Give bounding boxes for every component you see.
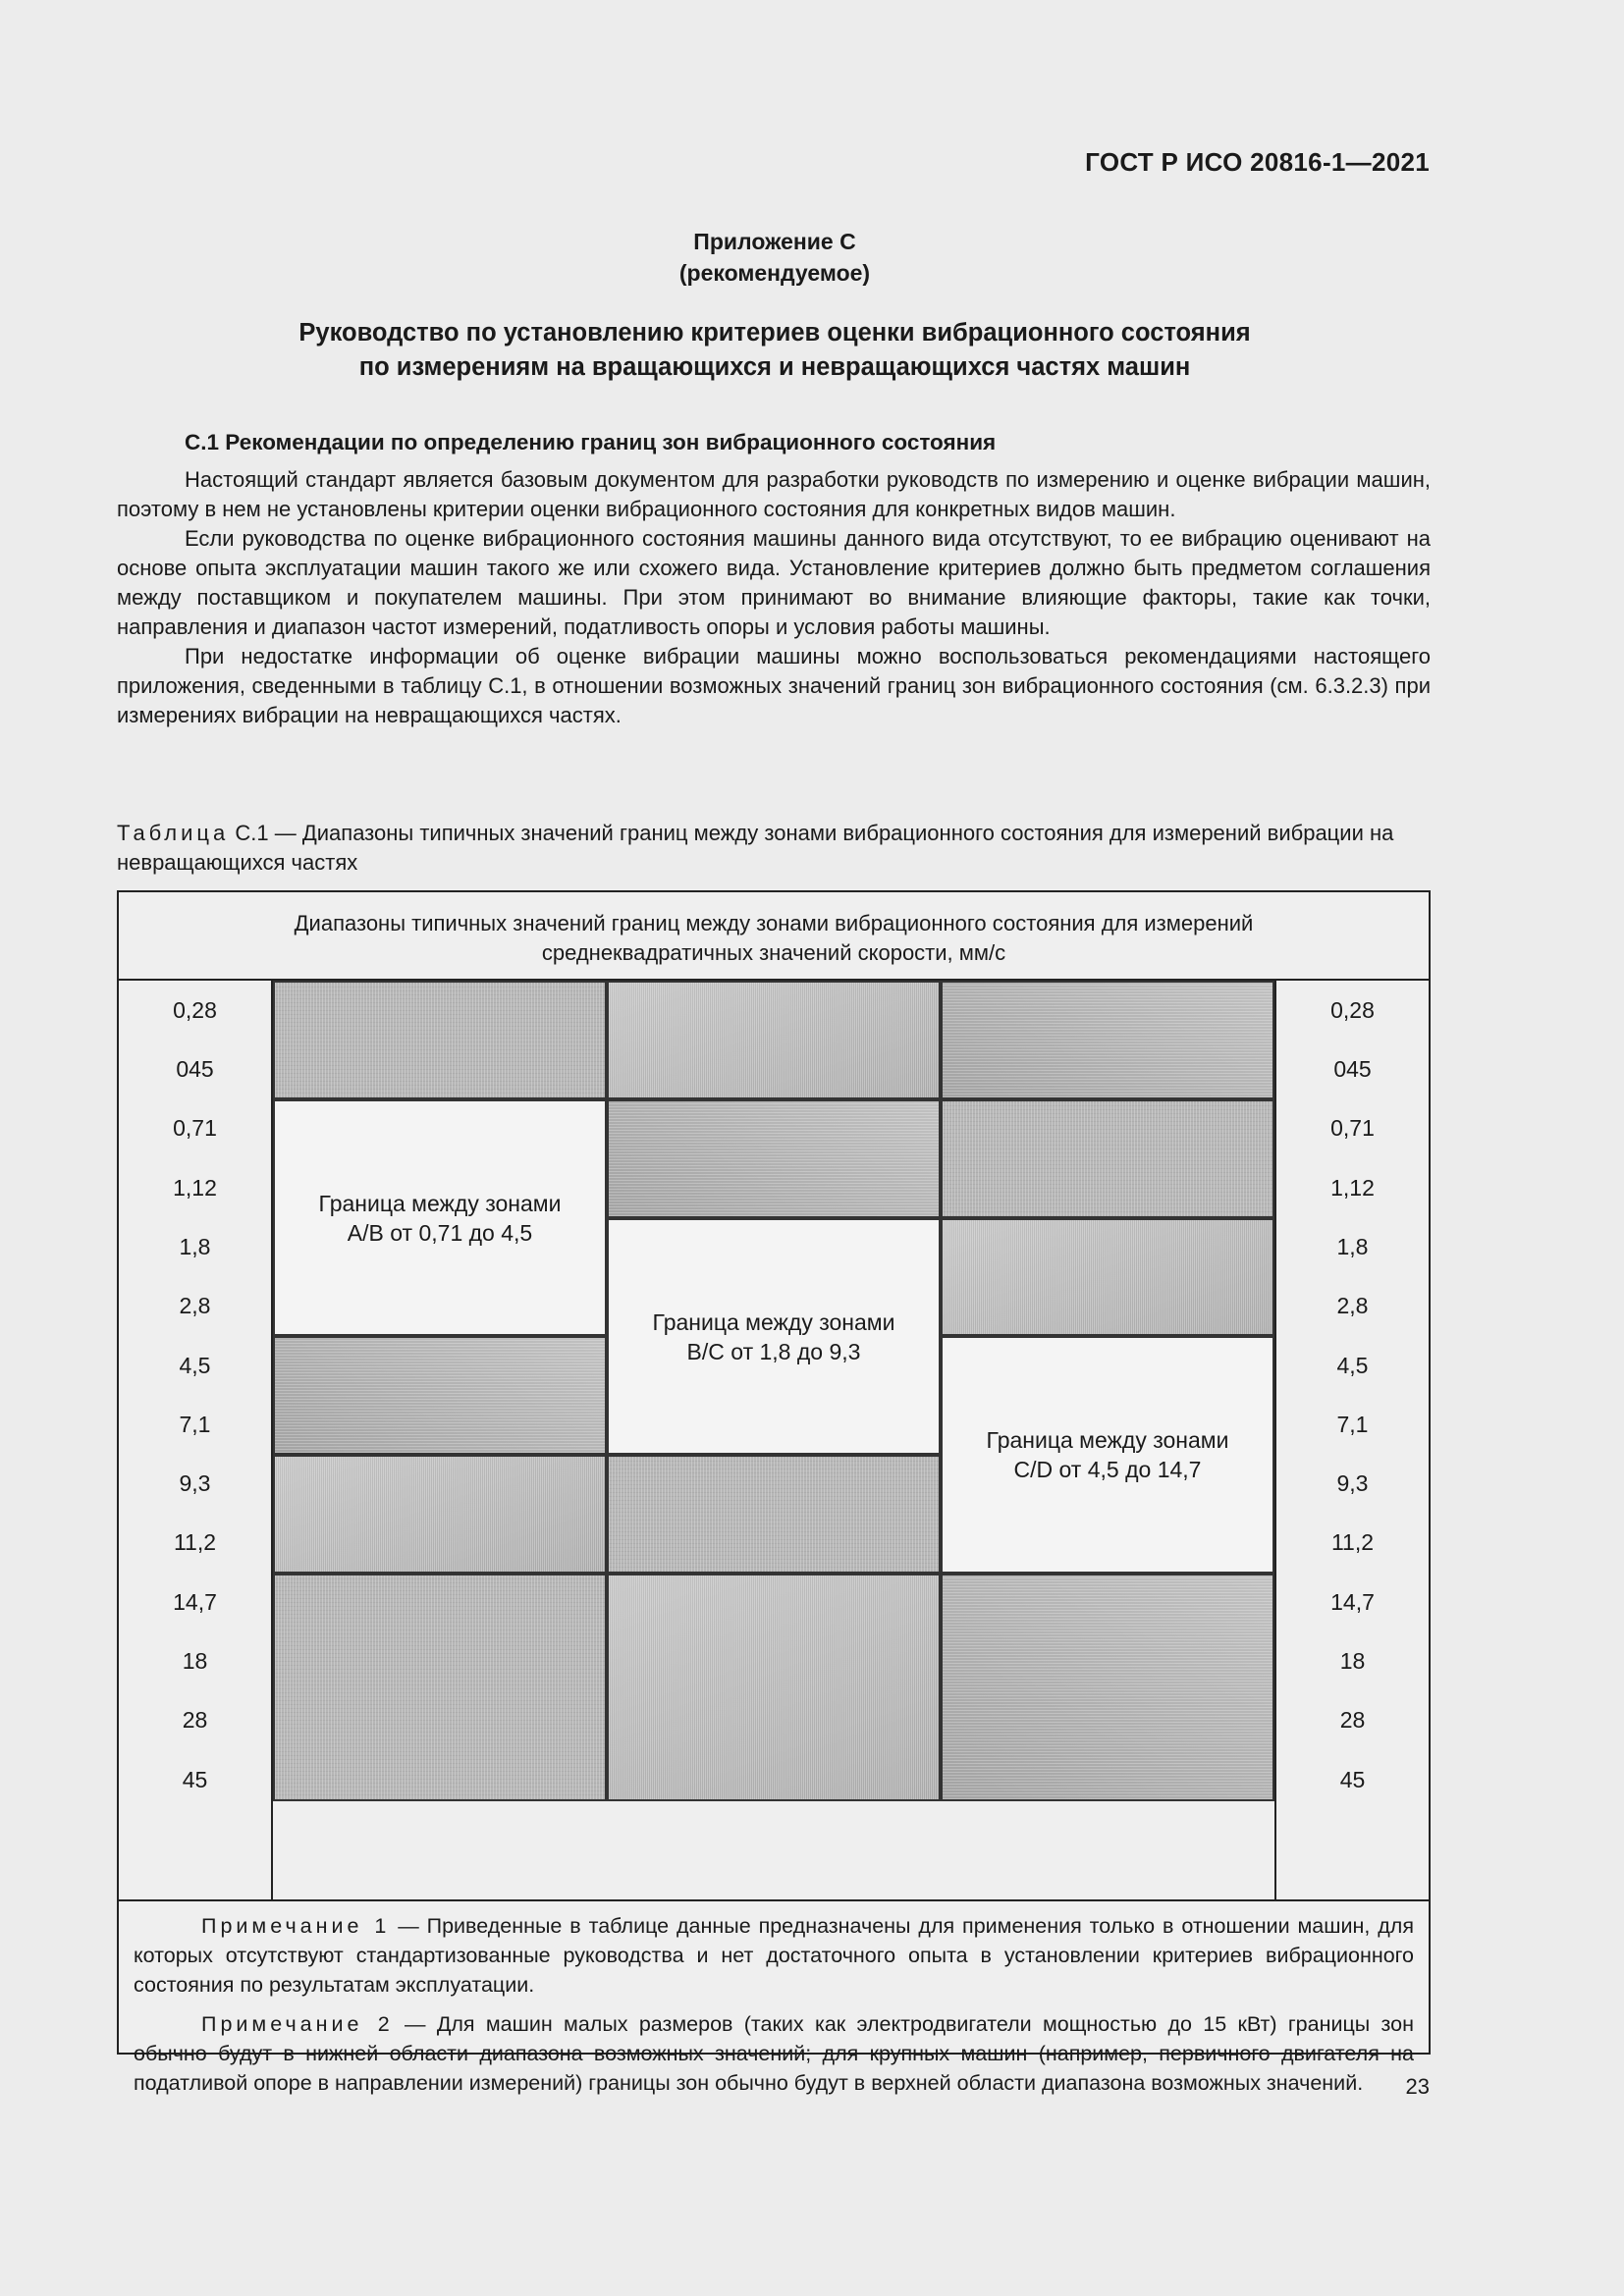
scale-value: 1,12 <box>173 1175 217 1201</box>
shaded-band <box>607 1574 941 1801</box>
scale-value: 4,5 <box>179 1353 211 1378</box>
scale-value: 45 <box>1339 1767 1366 1792</box>
zone-bc-boundary <box>607 1218 941 1455</box>
scale-value: 0,28 <box>1330 997 1375 1023</box>
note-2 <box>134 2009 1414 2098</box>
shaded-band <box>273 1455 607 1574</box>
scale-value: 0,71 <box>1330 1115 1375 1141</box>
scale-value: 45 <box>182 1767 208 1792</box>
zone-cd-boundary <box>941 1336 1274 1574</box>
main-title <box>0 316 1549 385</box>
scale-value: 4,5 <box>1336 1353 1369 1378</box>
table-header <box>119 892 1429 981</box>
scale-value: 9,3 <box>179 1470 211 1496</box>
standard-code: ГОСТ Р ИСО 20816-1—2021 <box>1085 147 1430 177</box>
scale-value: 2,8 <box>179 1293 211 1318</box>
scale-value: 14,7 <box>173 1589 217 1615</box>
shaded-band <box>941 981 1274 1099</box>
paragraph-2: Если руководства по оценке вибрационного состояния машины данного вида отсутствуют, то ее вибрацию оценивают на основе опыта эксплуатации машин такого же или схожего вида. Установление критериев должно быть предметом соглашения между поставщиком и покупателем машины. При этом принимают во внимание влияющие факторы, такие как точки, направления и диапазон частот измерений, податливость опоры и условия работы машины. <box>117 526 1431 639</box>
shaded-band <box>273 981 607 1099</box>
body-text <box>117 465 1431 730</box>
scale-value: 045 <box>1333 1056 1372 1082</box>
scale-left <box>119 981 273 1899</box>
scale-value: 9,3 <box>1336 1470 1369 1496</box>
scale-value: 1,8 <box>1336 1234 1369 1259</box>
note-1 <box>134 1911 1414 2000</box>
paragraph-3: При недостатке информации об оценке вибрации машины можно воспользоваться рекомендациями настоящего приложения, сведенными в таблицу С.1, в отношении возможных значений границ зон вибрационного состояния (см. 6.3.2.3) при измерениях вибрации на невращающихся частях. <box>117 644 1431 727</box>
annex-title: Приложение С <box>693 229 856 254</box>
zone-ab-boundary <box>273 1099 607 1336</box>
main-title-line1: Руководство по установлению критериев оценки вибрационного состояния <box>298 319 1251 347</box>
scale-value: 7,1 <box>1336 1412 1369 1437</box>
table-caption-text: С.1 — Диапазоны типичных значений границ между зонами вибрационного состояния для измерений вибрации на невращающихся частях <box>117 821 1394 875</box>
scale-value: 7,1 <box>179 1412 211 1437</box>
shaded-band <box>941 1218 1274 1336</box>
annex-status: (рекомендуемое) <box>678 260 871 286</box>
shaded-band <box>607 981 941 1099</box>
zone-bc-line1: Граница между зонами <box>652 1308 895 1335</box>
table-header-line1: Диапазоны типичных значений границ между зонами вибрационного состояния для измерений <box>294 911 1254 935</box>
scale-value: 28 <box>182 1707 208 1733</box>
scale-value: 18 <box>182 1648 208 1674</box>
page-number: 23 <box>1405 2074 1430 2099</box>
main-title-line2: по измерениям на вращающихся и невращающихся частях машин <box>358 353 1191 381</box>
zone-cd-line2: C/D от 4,5 до 14,7 <box>1013 1457 1202 1482</box>
zone-cd-line1: Граница между зонами <box>986 1427 1229 1453</box>
shaded-band <box>607 1099 941 1218</box>
table-notes <box>119 1899 1429 2108</box>
annex-heading <box>0 226 1549 289</box>
shaded-band <box>607 1455 941 1574</box>
scale-value: 14,7 <box>1330 1589 1375 1615</box>
note-1-label: Примечание 1 <box>201 1914 391 1938</box>
table-header-line2: среднеквадратичных значений скорости, мм/с <box>541 940 1006 965</box>
shaded-band <box>941 1099 1274 1218</box>
table-caption-label: Таблица <box>117 821 230 845</box>
zone-bc-line2: B/C от 1,8 до 9,3 <box>686 1338 861 1364</box>
table-caption <box>117 819 1431 878</box>
paragraph-1: Настоящий стандарт является базовым документом для разработки руководств по измерению и оценке вибрации машин, поэтому в нем не установлены критерии оценки вибрационного состояния для конкретных видов машин. <box>117 467 1431 521</box>
shaded-band <box>273 1574 607 1801</box>
scale-value: 18 <box>1339 1648 1366 1674</box>
note-2-label: Примечание 2 <box>201 2012 394 2036</box>
zone-ab-line1: Граница между зонами <box>318 1190 562 1216</box>
note-1-text: — Приведенные в таблице данные предназначены для применения только в отношении машин, для которых отсутствуют стандартизованные руководства и нет достаточного опыта в установлении критериев вибрационного состояния по результатам эксплуатации. <box>134 1914 1414 1997</box>
note-2-text: — Для машин малых размеров (таких как электродвигатели мощностью до 15 кВт) границы зон обычно будут в нижней области диапазона возможных значений; для крупных машин (например, первичного двигателя на податливой опоре в направлении измерений) границы зон обычно будут в верхней области диапазона возможных значений. <box>134 2012 1415 2095</box>
scale-value: 0,28 <box>173 997 217 1023</box>
scale-value: 11,2 <box>173 1529 217 1555</box>
scale-value: 28 <box>1339 1707 1366 1733</box>
scale-value: 11,2 <box>1330 1529 1375 1555</box>
scale-value: 045 <box>176 1056 214 1082</box>
shaded-band <box>941 1574 1274 1801</box>
zone-ab-line2: A/B от 0,71 до 4,5 <box>347 1219 533 1246</box>
scale-value: 1,8 <box>179 1234 211 1259</box>
scale-value: 2,8 <box>1336 1293 1369 1318</box>
scale-value: 0,71 <box>173 1115 217 1141</box>
section-heading: С.1 Рекомендации по определению границ зон вибрационного состояния <box>185 430 997 454</box>
shaded-band <box>273 1336 607 1455</box>
scale-right <box>1274 981 1429 1899</box>
scale-value: 1,12 <box>1330 1175 1375 1201</box>
